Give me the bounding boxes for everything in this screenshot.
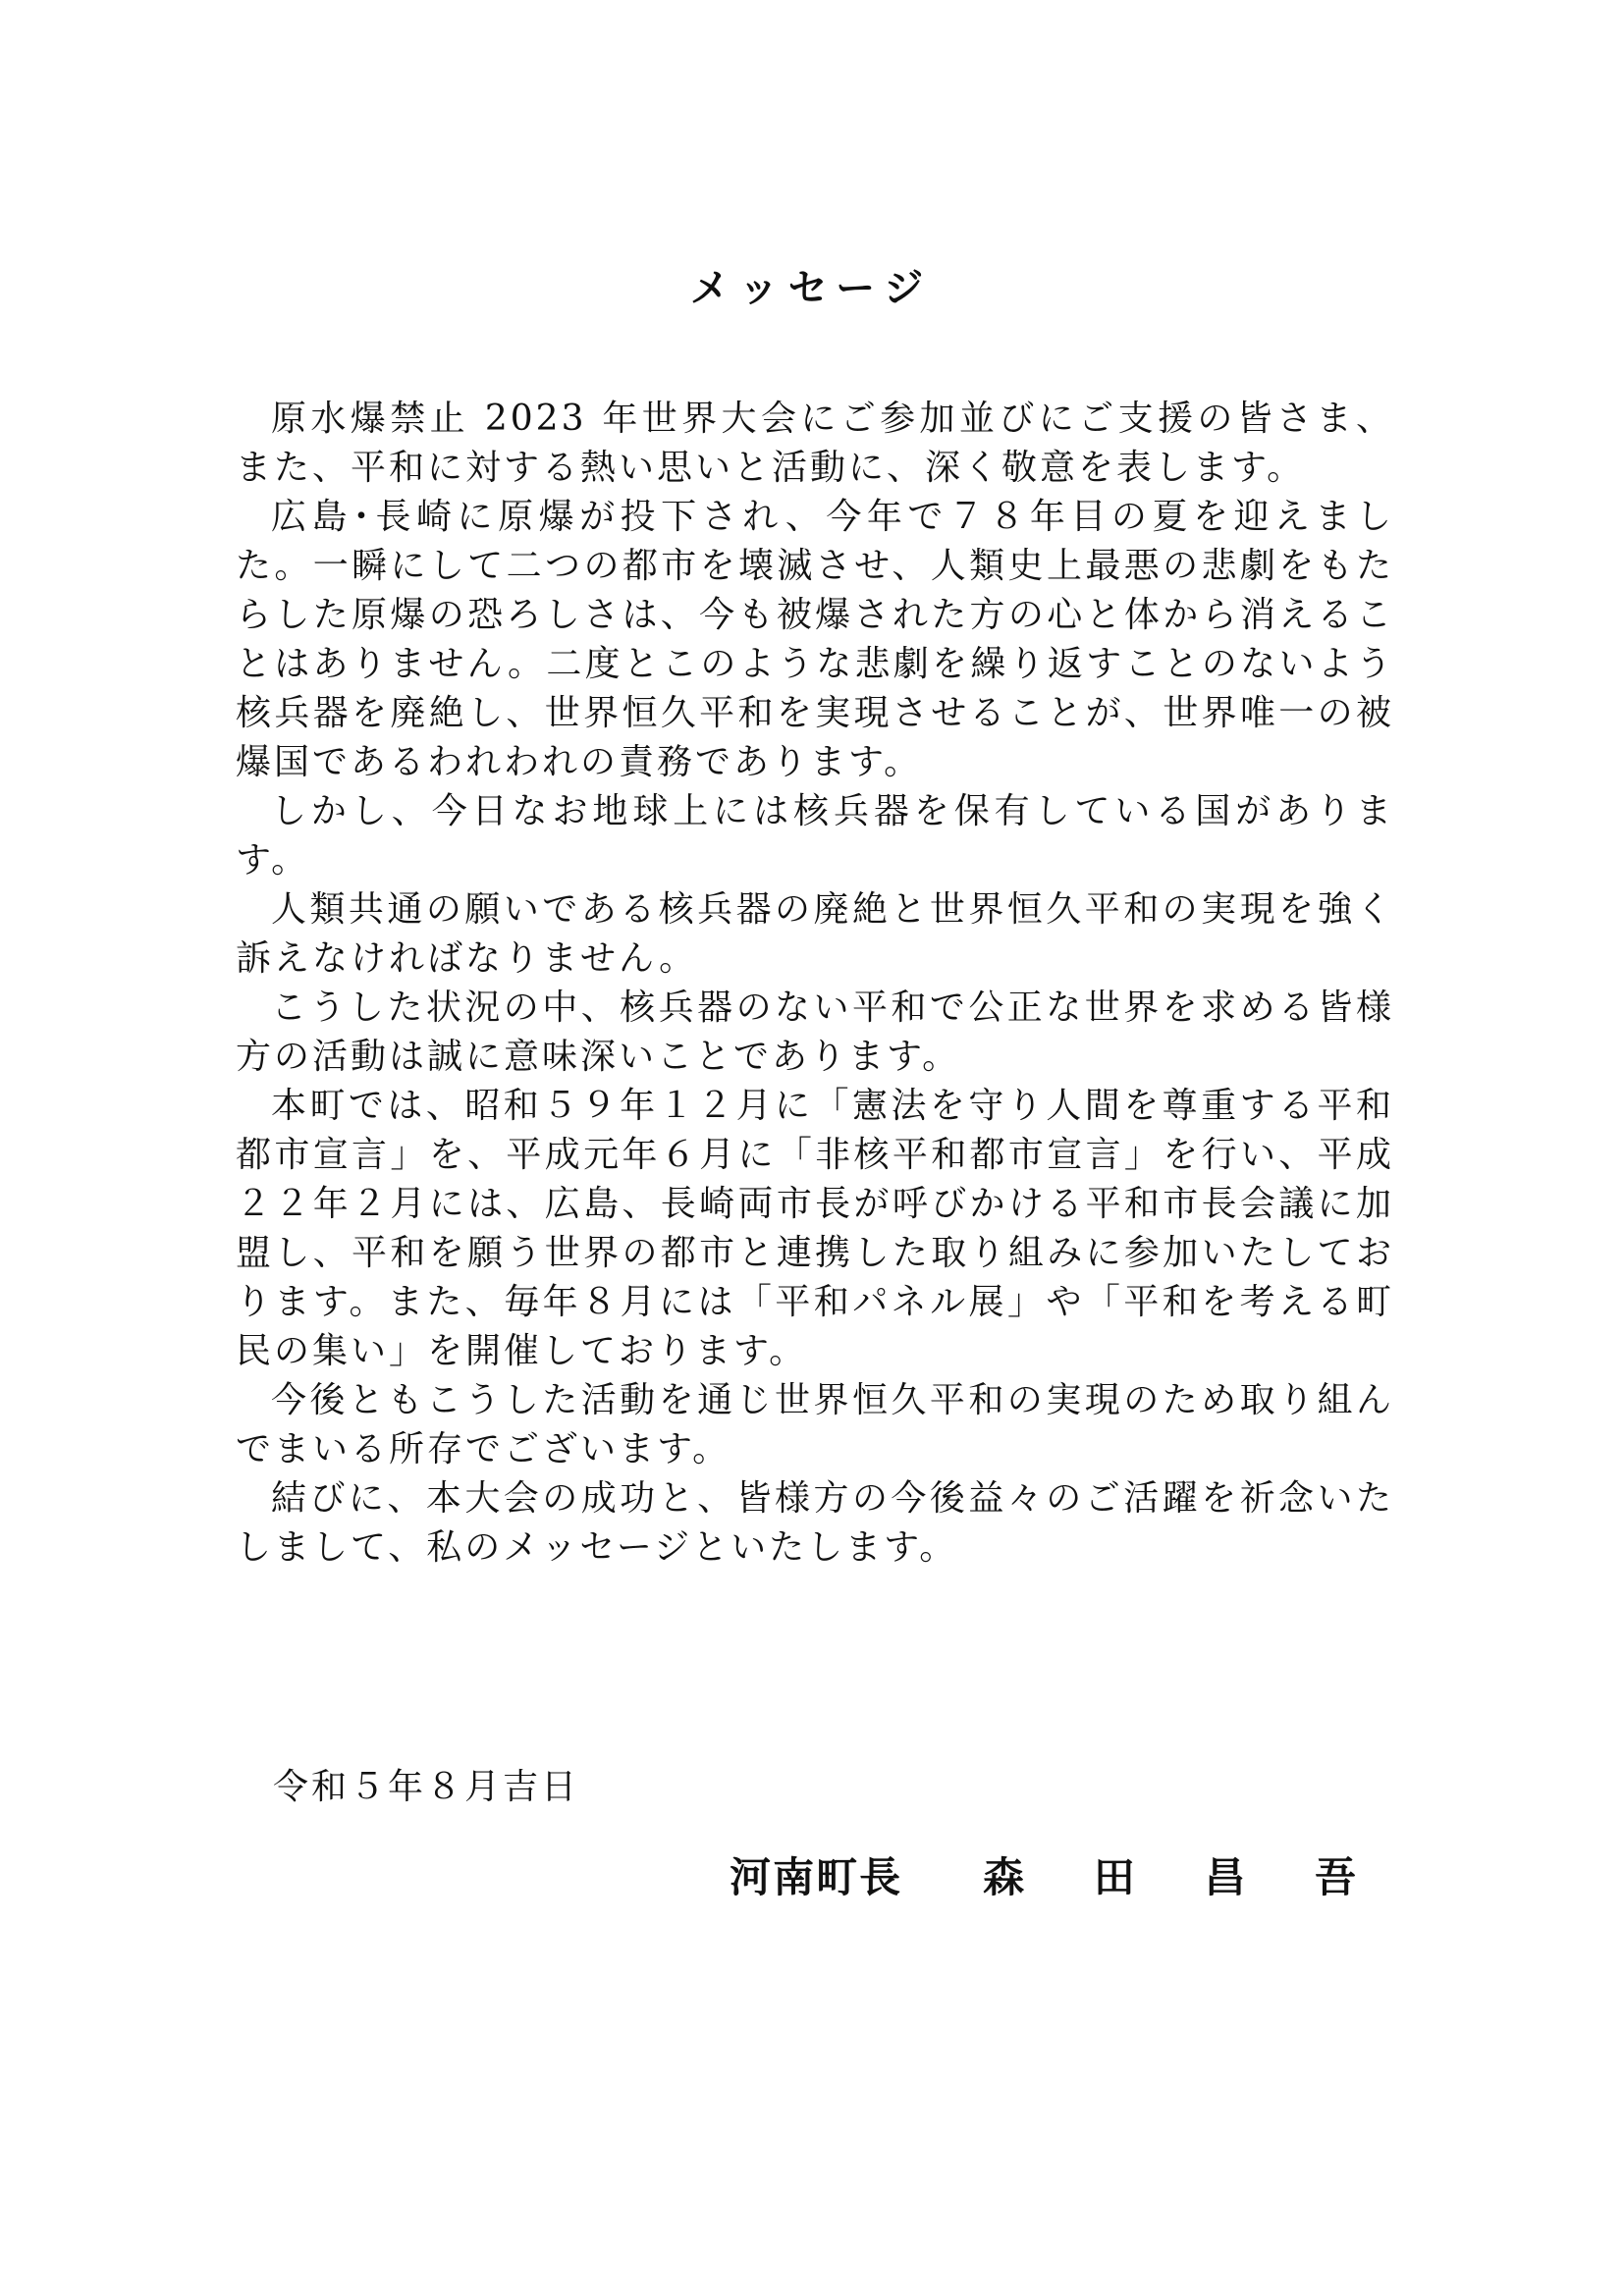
signature-role: 河南町長 xyxy=(730,1853,903,1901)
paragraph-activities: こうした状況の中、核兵器のない平和で公正な世界を求める皆様方の活動は誠に意味深いことであります。 xyxy=(236,988,1394,1077)
paragraph-town-declarations: 本町では、昭和５９年１２月に「憲法を守り人間を尊重する平和都市宣言」を、平成元年６月に「非核平和都市宣言」を行い、平成２２年２月には、広島、長崎両市長が呼びかける平和市長会議に加盟し、平和を願う世界の都市と連携した取り組みに参加いたしております。また、毎年８月には「平和パネル展」や「平和を考える町民の集い」を開催しております。 xyxy=(236,1086,1394,1371)
paragraph-greeting: 原水爆禁止 2023 年世界大会にご参加並びにご支援の皆さま、また、平和に対する熱い思いと活動に、深く敬意を表します。 xyxy=(236,399,1394,488)
paragraph-closing: 結びに、本大会の成功と、皆様方の今後益々のご活躍を祈念いたしまして、私のメッセージといたします。 xyxy=(236,1478,1394,1568)
document-title: メッセージ xyxy=(689,265,934,311)
paragraph-common-wish: 人類共通の願いである核兵器の廃絶と世界恒久平和の実現を強く訴えなければなりません。 xyxy=(236,889,1394,979)
paragraph-commitment: 今後ともこうした活動を通じ世界恒久平和の実現のため取り組んでまいる所存でございます。 xyxy=(236,1380,1394,1469)
signature-block xyxy=(730,1845,1383,1904)
document-body xyxy=(236,395,1394,1573)
document-date: 令和５年８月吉日 xyxy=(273,1767,580,1807)
paragraph-atomic-bombing: 広島･長崎に原爆が投下され、今年で７８年目の夏を迎えました。一瞬にして二つの都市を壊滅させ、人類史上最悪の悲劇をもたらした原爆の恐ろしさは、今も被爆された方の心と体から消えることはありません。二度とこのような悲劇を繰り返すことのないよう核兵器を廃絶し、世界恒久平和を実現させることが、世界唯一の被爆国であるわれわれの責務であります。 xyxy=(236,497,1394,782)
signature-name: 森 田 昌 吾 xyxy=(983,1853,1383,1901)
paragraph-nuclear-states: しかし、今日なお地球上には核兵器を保有している国があります。 xyxy=(236,791,1394,881)
